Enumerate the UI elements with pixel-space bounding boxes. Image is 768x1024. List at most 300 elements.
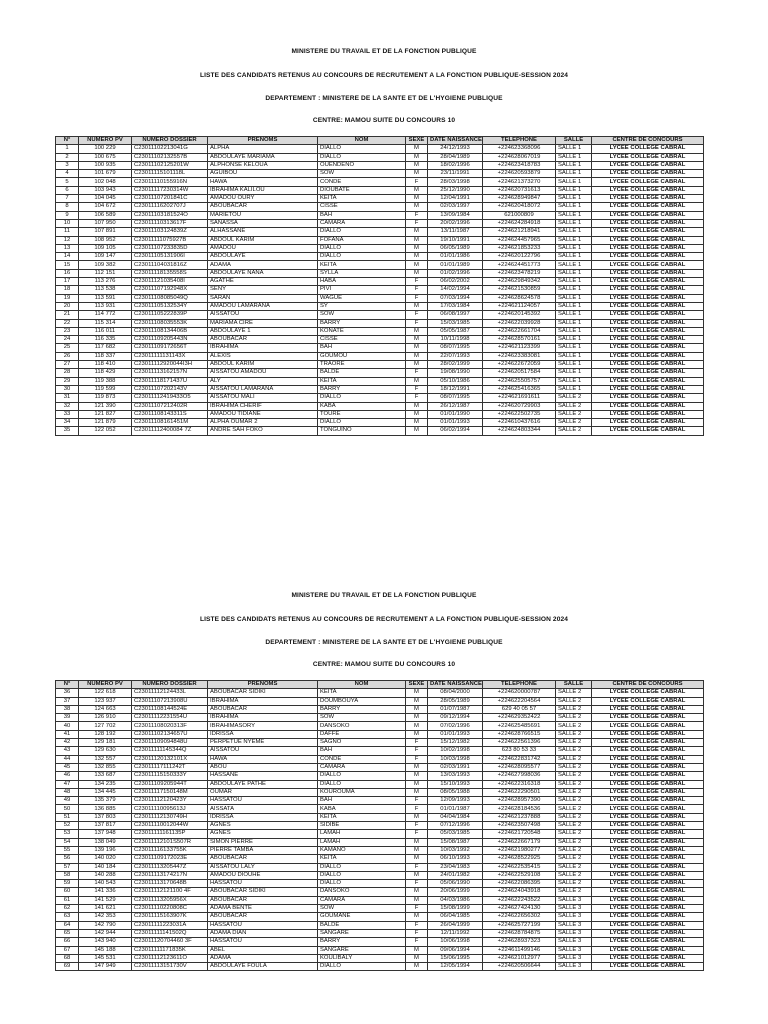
cell-salle: SALLE 2 bbox=[556, 419, 592, 427]
cell-date: 06/02/2002 bbox=[428, 278, 483, 286]
cell-telephone: +224623418783 bbox=[483, 161, 556, 169]
table-row bbox=[56, 813, 704, 821]
cell-centre: LYCEE COLLEGE CABRAL bbox=[592, 278, 704, 286]
cell-salle: SALLE 1 bbox=[556, 294, 592, 302]
table-row bbox=[56, 855, 704, 863]
cell-nom: KEITA bbox=[318, 195, 406, 203]
cell-date: 01/01/1993 bbox=[428, 730, 483, 738]
cell-prenoms: OUMAR bbox=[208, 788, 318, 796]
cell-nom: KEITA bbox=[318, 855, 406, 863]
cell-dossier: C23011115163907K bbox=[132, 913, 208, 921]
cell-telephone: +224624284918 bbox=[483, 219, 556, 227]
cell-centre: LYCEE COLLEGE CABRAL bbox=[592, 186, 704, 194]
cell-salle: SALLE 1 bbox=[556, 195, 592, 203]
cell-sexe: M bbox=[406, 896, 428, 904]
table-row bbox=[56, 352, 704, 360]
cell-pv: 137 803 bbox=[79, 813, 132, 821]
cell-salle: SALLE 3 bbox=[556, 938, 592, 946]
cell-pv: 113 591 bbox=[79, 294, 132, 302]
cell-date: 06/04/1985 bbox=[428, 913, 483, 921]
cell-no: 34 bbox=[56, 419, 79, 427]
column-header-centre: CENTRE DE CONCOURS bbox=[592, 137, 704, 145]
cell-centre: LYCEE COLLEGE CABRAL bbox=[592, 253, 704, 261]
cell-dossier: C23011103124839Z bbox=[132, 228, 208, 236]
cell-sexe: F bbox=[406, 178, 428, 186]
cell-centre: LYCEE COLLEGE CABRAL bbox=[592, 402, 704, 410]
cell-prenoms: ABDOULAYE PATHE bbox=[208, 780, 318, 788]
cell-telephone: 629 40 05 57 bbox=[483, 705, 556, 713]
cell-date: 12/11/1992 bbox=[428, 929, 483, 937]
cell-pv: 122 618 bbox=[79, 689, 132, 697]
cell-telephone: +224623368096 bbox=[483, 145, 556, 153]
cell-nom: BAH bbox=[318, 211, 406, 219]
cell-date: 01/07/1987 bbox=[428, 705, 483, 713]
cell-date: 05/10/1986 bbox=[428, 377, 483, 385]
cell-salle: SALLE 1 bbox=[556, 244, 592, 252]
cell-salle: SALLE 1 bbox=[556, 352, 592, 360]
cell-date: 22/07/1993 bbox=[428, 352, 483, 360]
cell-nom: BARRY bbox=[318, 705, 406, 713]
cell-prenoms: ABOUBACAR bbox=[208, 203, 318, 211]
column-header-pv: NUMERO PV bbox=[79, 681, 132, 689]
cell-sexe: M bbox=[406, 153, 428, 161]
cell-dossier: C23011110095613J bbox=[132, 805, 208, 813]
cell-telephone: +224628949847 bbox=[483, 195, 556, 203]
cell-prenoms: ALPHONSE KELOUA bbox=[208, 161, 318, 169]
cell-no: 51 bbox=[56, 813, 79, 821]
table-row bbox=[56, 714, 704, 722]
cell-telephone: +224622243522 bbox=[483, 896, 556, 904]
cell-date: 13/09/1984 bbox=[428, 211, 483, 219]
cell-date: 05/06/1990 bbox=[428, 880, 483, 888]
cell-no: 36 bbox=[56, 689, 79, 697]
table-row bbox=[56, 838, 704, 846]
cell-date: 12/04/1991 bbox=[428, 195, 483, 203]
cell-dossier: C23011108035553K bbox=[132, 319, 208, 327]
cell-no: 57 bbox=[56, 863, 79, 871]
cell-sexe: M bbox=[406, 913, 428, 921]
cell-pv: 133 687 bbox=[79, 772, 132, 780]
cell-no: 26 bbox=[56, 352, 79, 360]
cell-sexe: M bbox=[406, 203, 428, 211]
table-row bbox=[56, 361, 704, 369]
cell-salle: SALLE 1 bbox=[556, 219, 592, 227]
table-row bbox=[56, 427, 704, 435]
cell-salle: SALLE 1 bbox=[556, 186, 592, 194]
cell-pv: 100 675 bbox=[79, 153, 132, 161]
cell-dossier: C23011110155916N bbox=[132, 178, 208, 186]
cell-pv: 117 682 bbox=[79, 344, 132, 352]
cell-sexe: F bbox=[406, 929, 428, 937]
cell-nom: KEITA bbox=[318, 689, 406, 697]
cell-date: 28/05/1989 bbox=[428, 697, 483, 705]
cell-no: 11 bbox=[56, 228, 79, 236]
cell-nom: CISSE bbox=[318, 336, 406, 344]
table-row bbox=[56, 377, 704, 385]
cell-pv: 103 943 bbox=[79, 186, 132, 194]
cell-centre: LYCEE COLLEGE CABRAL bbox=[592, 913, 704, 921]
cell-no: 33 bbox=[56, 410, 79, 418]
cell-pv: 141 529 bbox=[79, 896, 132, 904]
cell-date: 07/12/1996 bbox=[428, 822, 483, 830]
cell-pv: 129 630 bbox=[79, 747, 132, 755]
table-row bbox=[56, 772, 704, 780]
cell-no: 45 bbox=[56, 763, 79, 771]
cell-date: 24/01/1982 bbox=[428, 871, 483, 879]
cell-salle: SALLE 3 bbox=[556, 929, 592, 937]
cell-no: 37 bbox=[56, 697, 79, 705]
cell-dossier: C23011112120423Y bbox=[132, 797, 208, 805]
cell-nom: SANGARE bbox=[318, 929, 406, 937]
cell-no: 1 bbox=[56, 145, 79, 153]
cell-date: 26/12/1987 bbox=[428, 402, 483, 410]
column-header-dossier: NUMERO DOSSIER bbox=[132, 681, 208, 689]
cell-centre: LYCEE COLLEGE CABRAL bbox=[592, 739, 704, 747]
cell-salle: SALLE 1 bbox=[556, 211, 592, 219]
cell-pv: 140 543 bbox=[79, 880, 132, 888]
cell-dossier: C23011113151730V bbox=[132, 963, 208, 971]
cell-centre: LYCEE COLLEGE CABRAL bbox=[592, 170, 704, 178]
table-row bbox=[56, 369, 704, 377]
cell-dossier: C23011102125201W bbox=[132, 161, 208, 169]
cell-dossier: C23011112123611O bbox=[132, 954, 208, 962]
cell-dossier: C23011113174217N bbox=[132, 871, 208, 879]
cell-nom: DIALLO bbox=[318, 780, 406, 788]
cell-centre: LYCEE COLLEGE CABRAL bbox=[592, 714, 704, 722]
cell-no: 56 bbox=[56, 855, 79, 863]
cell-dossier: C23011111141502Q bbox=[132, 929, 208, 937]
cell-sexe: M bbox=[406, 410, 428, 418]
table-row bbox=[56, 730, 704, 738]
cell-date: 01/01/1987 bbox=[428, 805, 483, 813]
column-header-telephone: TELEPHONE bbox=[483, 681, 556, 689]
cell-centre: LYCEE COLLEGE CABRAL bbox=[592, 286, 704, 294]
cell-nom: KEITA bbox=[318, 377, 406, 385]
cell-date: 06/05/1989 bbox=[428, 244, 483, 252]
cell-date: 15/08/1987 bbox=[428, 838, 483, 846]
cell-telephone: +224623383081 bbox=[483, 352, 556, 360]
cell-sexe: F bbox=[406, 394, 428, 402]
cell-nom: DIALLO bbox=[318, 871, 406, 879]
cell-dossier: C23011113205956X bbox=[132, 896, 208, 904]
cell-prenoms: ABOUBACAR SIDIKI bbox=[208, 888, 318, 896]
cell-dossier: C23011109094848U bbox=[132, 739, 208, 747]
cell-pv: 137 948 bbox=[79, 830, 132, 838]
cell-telephone: +224620418072 bbox=[483, 203, 556, 211]
cell-no: 35 bbox=[56, 427, 79, 435]
cell-nom: KOULIBALY bbox=[318, 954, 406, 962]
cell-dossier: C23011117230314W bbox=[132, 186, 208, 194]
cell-centre: LYCEE COLLEGE CABRAL bbox=[592, 244, 704, 252]
cell-pv: 145 188 bbox=[79, 946, 132, 954]
table-row bbox=[56, 311, 704, 319]
cell-date: 07/03/1994 bbox=[428, 294, 483, 302]
cell-sexe: F bbox=[406, 797, 428, 805]
cell-sexe: M bbox=[406, 838, 428, 846]
cell-prenoms: ABOU bbox=[208, 763, 318, 771]
cell-dossier: C23011107212402R bbox=[132, 402, 208, 410]
cell-date: 25/12/1990 bbox=[428, 186, 483, 194]
table-row bbox=[56, 929, 704, 937]
cell-sexe: M bbox=[406, 145, 428, 153]
candidates-table bbox=[55, 680, 704, 971]
cell-sexe: F bbox=[406, 863, 428, 871]
cell-prenoms: ALPHA bbox=[208, 145, 318, 153]
cell-sexe: M bbox=[406, 195, 428, 203]
table-header-row bbox=[56, 137, 704, 145]
cell-nom: SANGARE bbox=[318, 946, 406, 954]
cell-salle: SALLE 2 bbox=[556, 410, 592, 418]
cell-date: 14/02/1994 bbox=[428, 286, 483, 294]
cell-date: 13/11/1987 bbox=[428, 228, 483, 236]
cell-sexe: M bbox=[406, 419, 428, 427]
table-row bbox=[56, 722, 704, 730]
cell-centre: LYCEE COLLEGE CABRAL bbox=[592, 722, 704, 730]
cell-date: 06/10/1993 bbox=[428, 855, 483, 863]
cell-no: 39 bbox=[56, 714, 79, 722]
cell-date: 15/12/1982 bbox=[428, 739, 483, 747]
cell-telephone: +224622204564 bbox=[483, 697, 556, 705]
cell-sexe: M bbox=[406, 427, 428, 435]
cell-no: 10 bbox=[56, 219, 79, 227]
table-row bbox=[56, 788, 704, 796]
table-row bbox=[56, 954, 704, 962]
cell-dossier: C23011105131906I bbox=[132, 253, 208, 261]
cell-date: 23/11/1991 bbox=[428, 170, 483, 178]
cell-sexe: M bbox=[406, 855, 428, 863]
cell-salle: SALLE 1 bbox=[556, 261, 592, 269]
table-row bbox=[56, 905, 704, 913]
cell-nom: KABA bbox=[318, 805, 406, 813]
column-header-prenoms: PRENOMS bbox=[208, 137, 318, 145]
cell-centre: LYCEE COLLEGE CABRAL bbox=[592, 195, 704, 203]
cell-prenoms: IDRISSA bbox=[208, 730, 318, 738]
cell-dossier: C23011110012044W bbox=[132, 822, 208, 830]
cell-sexe: M bbox=[406, 269, 428, 277]
cell-telephone: +224625505757 bbox=[483, 377, 556, 385]
cell-centre: LYCEE COLLEGE CABRAL bbox=[592, 813, 704, 821]
cell-date: 10/06/1998 bbox=[428, 938, 483, 946]
cell-nom: SAGNO bbox=[318, 739, 406, 747]
cell-date: 19/08/1990 bbox=[428, 369, 483, 377]
table-row bbox=[56, 755, 704, 763]
cell-pv: 109 105 bbox=[79, 244, 132, 252]
cell-pv: 121 390 bbox=[79, 402, 132, 410]
cell-no: 69 bbox=[56, 963, 79, 971]
cell-pv: 118 410 bbox=[79, 361, 132, 369]
cell-dossier: C23011112124433L bbox=[132, 689, 208, 697]
cell-dossier: C23011107192948X bbox=[132, 286, 208, 294]
cell-no: 54 bbox=[56, 838, 79, 846]
cell-no: 8 bbox=[56, 203, 79, 211]
cell-dossier: C23011111223031A bbox=[132, 921, 208, 929]
cell-pv: 143 940 bbox=[79, 938, 132, 946]
cell-no: 9 bbox=[56, 211, 79, 219]
cell-salle: SALLE 2 bbox=[556, 855, 592, 863]
cell-no: 25 bbox=[56, 344, 79, 352]
cell-centre: LYCEE COLLEGE CABRAL bbox=[592, 830, 704, 838]
cell-prenoms: AGUIBOU bbox=[208, 170, 318, 178]
cell-sexe: F bbox=[406, 385, 428, 393]
cell-salle: SALLE 2 bbox=[556, 871, 592, 879]
cell-pv: 121 827 bbox=[79, 410, 132, 418]
cell-dossier: C23011120132101X bbox=[132, 755, 208, 763]
cell-pv: 142 790 bbox=[79, 921, 132, 929]
cell-prenoms: SARAN bbox=[208, 294, 318, 302]
cell-centre: LYCEE COLLEGE CABRAL bbox=[592, 838, 704, 846]
cell-sexe: F bbox=[406, 311, 428, 319]
table-row bbox=[56, 780, 704, 788]
table-row bbox=[56, 153, 704, 161]
cell-no: 63 bbox=[56, 913, 79, 921]
cell-salle: SALLE 2 bbox=[556, 427, 592, 435]
cell-date: 15/03/1985 bbox=[428, 319, 483, 327]
cell-sexe: F bbox=[406, 278, 428, 286]
cell-dossier: C23011111131143X bbox=[132, 352, 208, 360]
table-row bbox=[56, 921, 704, 929]
cell-dossier: C23011121035408I bbox=[132, 278, 208, 286]
cell-sexe: F bbox=[406, 830, 428, 838]
cell-date: 09/12/1994 bbox=[428, 714, 483, 722]
cell-date: 19/10/1991 bbox=[428, 236, 483, 244]
cell-centre: LYCEE COLLEGE CABRAL bbox=[592, 938, 704, 946]
table-row bbox=[56, 697, 704, 705]
cell-nom: CISSE bbox=[318, 203, 406, 211]
cell-prenoms: ALHASSANE bbox=[208, 228, 318, 236]
cell-salle: SALLE 2 bbox=[556, 722, 592, 730]
cell-sexe: M bbox=[406, 714, 428, 722]
cell-nom: BARRY bbox=[318, 319, 406, 327]
column-header-telephone: TELEPHONE bbox=[483, 137, 556, 145]
cell-nom: SYLLA bbox=[318, 269, 406, 277]
cell-prenoms: AGNES bbox=[208, 822, 318, 830]
cell-salle: SALLE 1 bbox=[556, 377, 592, 385]
cell-pv: 136 885 bbox=[79, 805, 132, 813]
cell-nom: FOFANA bbox=[318, 236, 406, 244]
cell-salle: SALLE 2 bbox=[556, 697, 592, 705]
cell-nom: CAMARA bbox=[318, 896, 406, 904]
cell-prenoms: AISSATOU bbox=[208, 311, 318, 319]
cell-date: 06/02/1994 bbox=[428, 427, 483, 435]
cell-no: 12 bbox=[56, 236, 79, 244]
table-row bbox=[56, 261, 704, 269]
cell-date: 08/04/2000 bbox=[428, 689, 483, 697]
cell-no: 2 bbox=[56, 153, 79, 161]
cell-no: 13 bbox=[56, 244, 79, 252]
cell-centre: LYCEE COLLEGE CABRAL bbox=[592, 219, 704, 227]
cell-sexe: F bbox=[406, 211, 428, 219]
cell-salle: SALLE 1 bbox=[556, 369, 592, 377]
cell-sexe: M bbox=[406, 336, 428, 344]
cell-prenoms: PIERRE TAMBA bbox=[208, 846, 318, 854]
cell-prenoms: IBRAHIMASORY bbox=[208, 722, 318, 730]
cell-salle: SALLE 2 bbox=[556, 394, 592, 402]
cell-salle: SALLE 1 bbox=[556, 153, 592, 161]
cell-no: 21 bbox=[56, 311, 79, 319]
table-row bbox=[56, 278, 704, 286]
table-row bbox=[56, 805, 704, 813]
cell-pv: 140 288 bbox=[79, 871, 132, 879]
table-row bbox=[56, 830, 704, 838]
cell-date: 01/02/1996 bbox=[428, 269, 483, 277]
ministry-title: MINISTERE DU TRAVAIL ET DE LA FONCTION PUBLIQUE bbox=[291, 592, 477, 599]
cell-salle: SALLE 2 bbox=[556, 863, 592, 871]
cell-sexe: M bbox=[406, 722, 428, 730]
cell-no: 17 bbox=[56, 278, 79, 286]
cell-sexe: M bbox=[406, 946, 428, 954]
cell-centre: LYCEE COLLEGE CABRAL bbox=[592, 863, 704, 871]
cell-nom: DIOUBATE bbox=[318, 186, 406, 194]
cell-prenoms: AGATHE bbox=[208, 278, 318, 286]
cell-salle: SALLE 3 bbox=[556, 913, 592, 921]
cell-telephone: +224629352422 bbox=[483, 714, 556, 722]
column-header-date: DATE NAISSANCE bbox=[428, 681, 483, 689]
table-row bbox=[56, 938, 704, 946]
cell-nom: CAMARA bbox=[318, 763, 406, 771]
cell-prenoms: SENY bbox=[208, 286, 318, 294]
cell-nom: DIALLO bbox=[318, 145, 406, 153]
cell-no: 4 bbox=[56, 170, 79, 178]
cell-centre: LYCEE COLLEGE CABRAL bbox=[592, 747, 704, 755]
cell-salle: SALLE 1 bbox=[556, 236, 592, 244]
column-header-salle: SALLE bbox=[556, 137, 592, 145]
cell-pv: 118 429 bbox=[79, 369, 132, 377]
cell-telephone: +224628184536 bbox=[483, 805, 556, 813]
cell-telephone: +224620506644 bbox=[483, 963, 556, 971]
cell-dossier: C23011109172023E bbox=[132, 855, 208, 863]
cell-no: 55 bbox=[56, 846, 79, 854]
cell-nom: SOW bbox=[318, 714, 406, 722]
table-row bbox=[56, 385, 704, 393]
column-header-date: DATE NAISSANCE bbox=[428, 137, 483, 145]
cell-salle: SALLE 1 bbox=[556, 344, 592, 352]
cell-centre: LYCEE COLLEGE CABRAL bbox=[592, 361, 704, 369]
cell-sexe: F bbox=[406, 747, 428, 755]
cell-telephone: +224627998036 bbox=[483, 772, 556, 780]
cell-sexe: F bbox=[406, 905, 428, 913]
cell-sexe: M bbox=[406, 963, 428, 971]
cell-pv: 140 184 bbox=[79, 863, 132, 871]
table-row bbox=[56, 410, 704, 418]
cell-dossier: C23011115150333Y bbox=[132, 772, 208, 780]
cell-telephone: +224621218941 bbox=[483, 228, 556, 236]
cell-centre: LYCEE COLLEGE CABRAL bbox=[592, 369, 704, 377]
cell-dossier: C23011112121100 4F bbox=[132, 888, 208, 896]
cell-telephone: +224624803344 bbox=[483, 427, 556, 435]
cell-telephone: +224622039928 bbox=[483, 319, 556, 327]
cell-salle: SALLE 1 bbox=[556, 178, 592, 186]
cell-date: 02/03/1997 bbox=[428, 203, 483, 211]
cell-no: 64 bbox=[56, 921, 79, 929]
cell-pv: 142 353 bbox=[79, 913, 132, 921]
cell-sexe: F bbox=[406, 286, 428, 294]
cell-nom: DIALLO bbox=[318, 228, 406, 236]
cell-no: 31 bbox=[56, 394, 79, 402]
cell-no: 49 bbox=[56, 797, 79, 805]
cell-telephone: +224623478219 bbox=[483, 269, 556, 277]
cell-no: 66 bbox=[56, 938, 79, 946]
cell-centre: LYCEE COLLEGE CABRAL bbox=[592, 319, 704, 327]
cell-pv: 141 336 bbox=[79, 888, 132, 896]
cell-salle: SALLE 1 bbox=[556, 311, 592, 319]
cell-sexe: M bbox=[406, 954, 428, 962]
cell-prenoms: IBRAHIMA CHERIF bbox=[208, 402, 318, 410]
cell-nom: SOW bbox=[318, 311, 406, 319]
cell-dossier: C23011110220808C bbox=[132, 905, 208, 913]
cell-telephone: +224628937323 bbox=[483, 938, 556, 946]
cell-prenoms: ADAMA bbox=[208, 261, 318, 269]
cell-prenoms: AISSATOU LAMARANA bbox=[208, 385, 318, 393]
